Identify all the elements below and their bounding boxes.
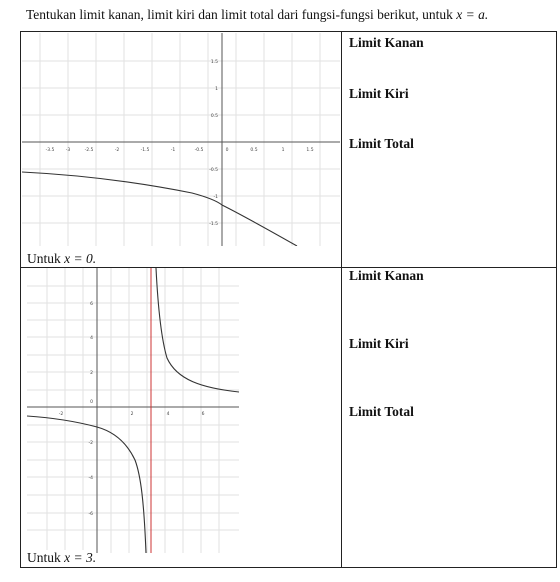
graph-2-y-tick-labels xyxy=(89,301,94,517)
column-divider xyxy=(341,32,342,567)
x-tick-label: -0.5 xyxy=(194,148,204,153)
row2-limit-kanan-label: Limit Kanan xyxy=(349,268,424,283)
row1-caption-text: Untuk xyxy=(27,251,61,266)
x-tick-label: 0 xyxy=(225,148,229,153)
y-tick-label: 4 xyxy=(90,336,93,341)
x-tick-label: -2 xyxy=(114,148,120,153)
y-tick-label: -4 xyxy=(88,476,93,481)
instruction-body: Tentukan limit kanan, limit kiri dan limit total dari fungsi-fungsi berikut, untuk xyxy=(26,7,453,22)
instruction-text xyxy=(26,7,488,23)
x-tick-label: -2.5 xyxy=(84,148,94,153)
graph-2-right-branch xyxy=(156,268,239,392)
x-tick-label: -2 xyxy=(58,412,64,417)
y-tick-label: 6 xyxy=(90,302,93,307)
row1-caption-math: x = 0. xyxy=(64,251,97,266)
y-tick-label: -1.5 xyxy=(209,222,218,227)
row1-limit-kiri-label: Limit Kiri xyxy=(349,86,409,101)
graph-1-grid xyxy=(22,33,340,246)
y-tick-label: 0.5 xyxy=(210,114,218,119)
instruction-math: x = a. xyxy=(456,7,489,22)
y-tick-label: 1.5 xyxy=(210,60,218,65)
x-tick-label: -1.5 xyxy=(140,148,150,153)
row2-caption-text: Untuk xyxy=(27,550,61,565)
graph-1-curve xyxy=(22,172,297,246)
row2-limit-total-label: Limit Total xyxy=(349,404,414,419)
x-tick-label: 1.5 xyxy=(306,148,314,153)
x-tick-label: -3.5 xyxy=(45,148,55,153)
y-tick-label: -6 xyxy=(88,512,93,517)
graph-2 xyxy=(27,268,239,553)
row2-limit-kiri-label: Limit Kiri xyxy=(349,336,409,351)
graph-2-left-branch xyxy=(27,416,146,553)
x-tick-label: 2 xyxy=(130,412,134,417)
x-tick-label: 4 xyxy=(166,412,170,417)
x-tick-label: 6 xyxy=(201,412,205,417)
row2-caption xyxy=(27,550,96,566)
row1-limit-total-label: Limit Total xyxy=(349,136,414,151)
x-tick-label: 0 xyxy=(90,400,93,405)
row1-caption xyxy=(27,251,96,267)
row2-caption-math: x = 3. xyxy=(64,550,97,565)
y-tick-label: 1 xyxy=(215,87,218,92)
y-tick-label: -1 xyxy=(213,195,218,200)
y-tick-label: -2 xyxy=(88,441,93,446)
x-tick-label: 1 xyxy=(281,148,285,153)
row1-limit-kanan-label: Limit Kanan xyxy=(349,35,424,50)
x-tick-label: -1 xyxy=(170,148,176,153)
y-tick-label: 2 xyxy=(90,371,93,376)
graph-1 xyxy=(22,33,340,246)
x-tick-label: -3 xyxy=(65,148,71,153)
limit-table xyxy=(20,31,557,568)
y-tick-label: -0.5 xyxy=(209,168,218,173)
graph-2-grid xyxy=(27,268,239,553)
x-tick-label: 0.5 xyxy=(250,148,258,153)
